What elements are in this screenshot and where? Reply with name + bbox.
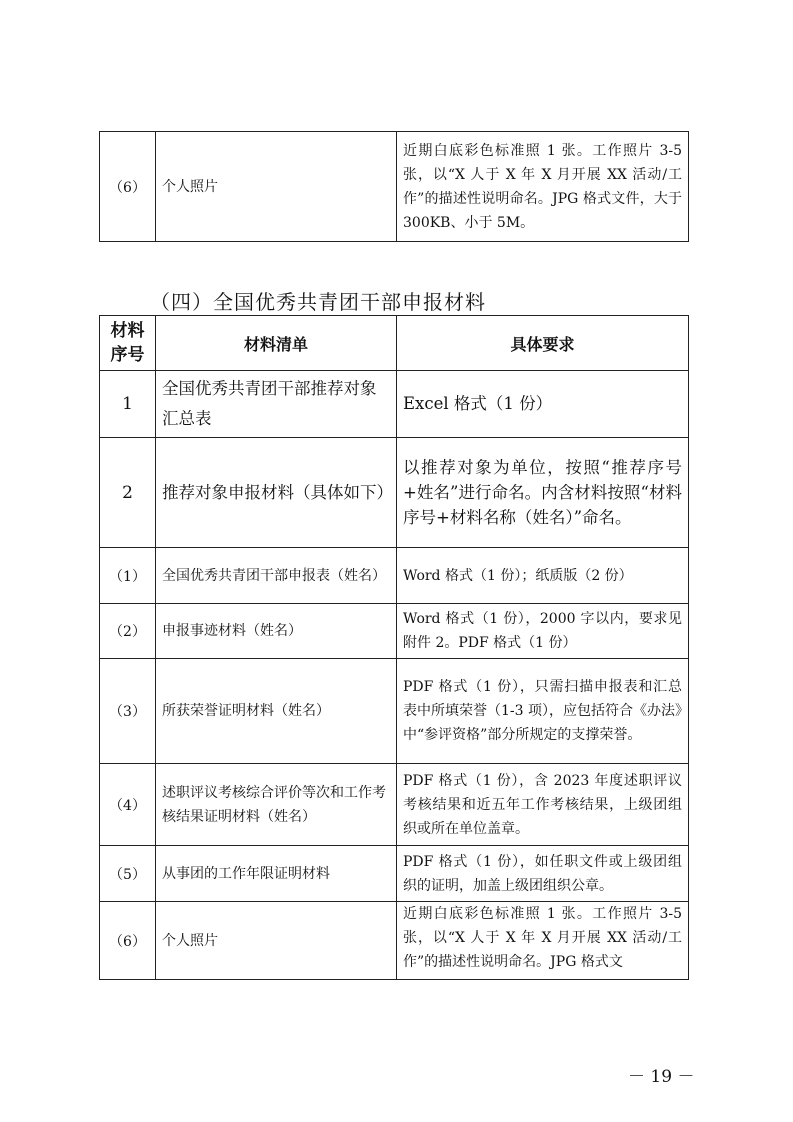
table-header-row [100,316,689,371]
material-name: 个人照片 [156,132,397,242]
requirement-text: PDF 格式（1 份），如任职文件或上级团组织的证明，加盖上级团组织公章。 [397,846,689,902]
row-number: （3） [100,659,156,764]
table-row [100,902,689,980]
table-row [100,846,689,902]
requirement-text: Word 格式（1 份）；纸质版（2 份） [397,548,689,604]
header-serial-number: 材料序号 [100,316,156,371]
materials-table [99,315,689,980]
requirement-text: 以推荐对象为单位，按照“推荐序号+姓名”进行命名。内含材料按照“材料序号+材料名称（姓名）”命名。 [397,438,689,548]
row-number: （6） [100,132,156,242]
row-number: 2 [100,438,156,548]
material-name: 从事团的工作年限证明材料 [156,846,397,902]
row-number: （6） [100,902,156,980]
table-row [100,371,689,438]
header-requirements: 具体要求 [397,316,689,371]
material-name: 全国优秀共青团干部推荐对象汇总表 [156,371,397,438]
material-name: 所获荣誉证明材料（姓名） [156,659,397,764]
header-material-list: 材料清单 [156,316,397,371]
row-number: （5） [100,846,156,902]
section-title: （四）全国优秀共青团干部申报材料 [150,290,486,314]
table-row [100,548,689,604]
table-row [100,132,689,242]
row-number: （1） [100,548,156,604]
row-number: （4） [100,764,156,846]
table-row [100,659,689,764]
requirement-text: PDF 格式（1 份），只需扫描申报表和汇总表中所填荣誉（1-3 项），应包括符合《办法》中“参评资格”部分所规定的支撑荣誉。 [397,659,689,764]
page-number: － 19 － [628,1067,695,1087]
requirement-text: PDF 格式（1 份），含 2023 年度述职评议考核结果和近五年工作考核结果，上级团组织或所在单位盖章。 [397,764,689,846]
table-row [100,438,689,548]
requirement-text: 近期白底彩色标准照 1 张。工作照片 3-5 张，以“X 人于 X 年 X 月开展 XX 活动/工作”的描述性说明命名。JPG 格式文 [397,902,689,980]
requirement-text: Word 格式（1 份），2000 字以内，要求见附件 2。PDF 格式（1 份） [397,604,689,659]
top-table-fragment [99,131,689,242]
material-name: 述职评议考核综合评价等次和工作考核结果证明材料（姓名） [156,764,397,846]
material-name: 推荐对象申报材料（具体如下） [156,438,397,548]
material-name: 全国优秀共青团干部申报表（姓名） [156,548,397,604]
material-name: 个人照片 [156,902,397,980]
row-number: （2） [100,604,156,659]
table-row [100,764,689,846]
table-row [100,604,689,659]
row-number: 1 [100,371,156,438]
material-name: 申报事迹材料（姓名） [156,604,397,659]
requirement-text: Excel 格式（1 份） [397,371,689,438]
requirement-text: 近期白底彩色标准照 1 张。工作照片 3-5 张，以“X 人于 X 年 X 月开展 XX 活动/工作”的描述性说明命名。JPG 格式文件，大于 300KB、小于 5M。 [397,132,689,242]
